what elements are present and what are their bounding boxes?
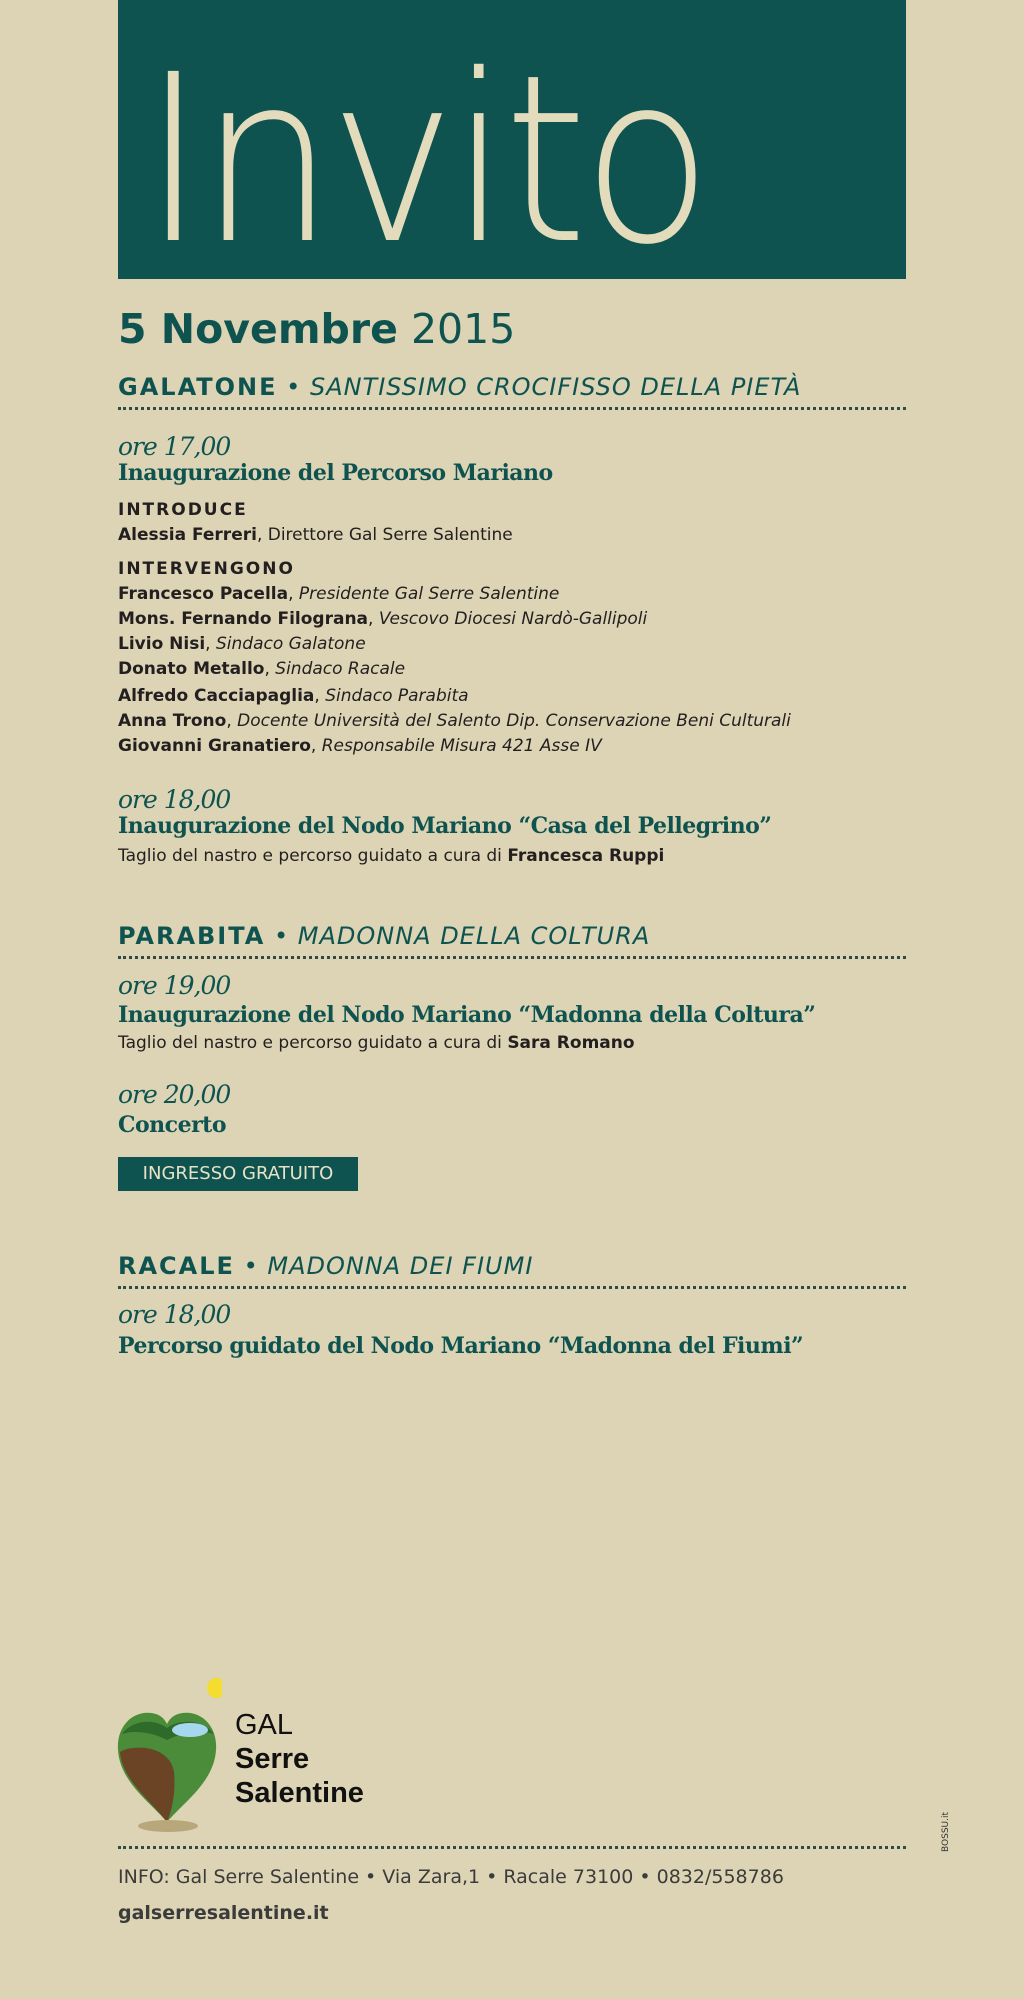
introduce-label: INTRODUCE (118, 500, 248, 520)
speakers-label: INTERVENGONO (118, 559, 295, 579)
person-role: Presidente Gal Serre Salentine (298, 584, 560, 604)
person-name: Anna Trono (118, 711, 227, 731)
logo-line: GAL (235, 1709, 294, 1741)
header-banner (118, 0, 906, 279)
person-name: Giovanni Granatiero (118, 736, 311, 756)
section-town: PARABITA (118, 922, 266, 950)
section-church: MADONNA DEI FIUMI (267, 1252, 534, 1280)
event-title: Inaugurazione del Percorso Mariano (118, 460, 553, 486)
event-time: ore 20,00 (118, 1080, 231, 1109)
speaker-row: Alfredo Cacciapaglia, Sindaco Parabita (118, 686, 469, 706)
person-role: , Direttore Gal Serre Salentine (256, 525, 513, 545)
designer-credit (935, 1762, 961, 1852)
person-role: Sindaco Parabita (325, 686, 469, 706)
section-church: SANTISSIMO CROCIFISSO DELLA PIETÀ (309, 373, 802, 401)
event-time: ore 18,00 (118, 785, 231, 814)
person-name: Alessia Ferreri (118, 525, 257, 545)
logo-line: Serre (235, 1743, 310, 1775)
gal-logo-wordmark (235, 1708, 364, 1810)
person-name: Donato Metallo (118, 659, 265, 679)
section-parabita-heading (118, 922, 906, 959)
speaker-row: Giovanni Granatiero, Responsabile Misura 421 Asse IV (118, 736, 602, 756)
speaker-row: Mons. Fernando Filograna, Vescovo Diocesi Nardò-Gallipoli (118, 609, 648, 629)
speaker-row: Anna Trono, Docente Università del Salento Dip. Conservazione Beni Culturali (118, 711, 791, 731)
event-note (118, 1033, 635, 1053)
gal-heart-logo-icon (112, 1672, 222, 1832)
footer-website-link[interactable]: galserresalentine.it (118, 1902, 329, 1924)
person-name: Livio Nisi (118, 634, 206, 654)
person-role: Docente Università del Salento Dip. Conservazione Beni Culturali (237, 711, 791, 731)
event-time: ore 19,00 (118, 971, 231, 1000)
footer-divider (118, 1846, 906, 1849)
event-title: Inaugurazione del Nodo Mariano “Madonna della Coltura” (118, 1002, 816, 1028)
section-town: GALATONE (118, 373, 278, 401)
person-role: Sindaco Racale (275, 659, 406, 679)
invitation-title: Invito (142, 25, 707, 279)
person-role: Sindaco Galatone (215, 634, 366, 654)
note-text: Taglio del nastro e percorso guidato a cura di (118, 1033, 508, 1053)
section-galatone-heading (118, 373, 906, 410)
section-separator: • (234, 1252, 268, 1280)
section-town: RACALE (118, 1252, 235, 1280)
speaker-row: Donato Metallo, Sindaco Racale (118, 659, 406, 679)
person-name: Mons. Fernando Filograna (118, 609, 369, 629)
free-entry-badge: INGRESSO GRATUITO (118, 1157, 358, 1191)
person-name: Francesco Pacella (118, 584, 289, 604)
note-text: Taglio del nastro e percorso guidato a cura di (118, 846, 508, 866)
section-racale-heading (118, 1252, 906, 1289)
introduce-person (118, 525, 513, 545)
credit-text: BOSSU.it (941, 1811, 951, 1852)
event-title: Percorso guidato del Nodo Mariano “Madonna del Fiumi” (118, 1333, 804, 1359)
event-title: Concerto (118, 1112, 226, 1138)
logo-line: Salentine (235, 1777, 364, 1809)
person-role: Responsabile Misura 421 Asse IV (321, 736, 602, 756)
event-time: ore 18,00 (118, 1300, 231, 1329)
speaker-row: Francesco Pacella, Presidente Gal Serre Salentine (118, 584, 560, 604)
section-separator: • (277, 373, 310, 401)
footer-info: INFO: Gal Serre Salentine • Via Zara,1 • Racale 73100 • 0832/558786 (118, 1866, 784, 1888)
speaker-row: Livio Nisi, Sindaco Galatone (118, 634, 366, 654)
section-separator: • (265, 922, 298, 950)
note-name: Francesca Ruppi (507, 846, 665, 866)
event-time: ore 17,00 (118, 432, 231, 461)
person-role: Vescovo Diocesi Nardò-Gallipoli (378, 609, 648, 629)
event-note (118, 846, 664, 866)
section-church: MADONNA DELLA COLTURA (297, 922, 651, 950)
note-name: Sara Romano (507, 1033, 635, 1053)
date-year: 2015 (410, 305, 516, 353)
date-day-month: 5 Novembre (118, 305, 398, 353)
event-date (118, 305, 515, 353)
person-name: Alfredo Cacciapaglia (118, 686, 315, 706)
event-title: Inaugurazione del Nodo Mariano “Casa del Pellegrino” (118, 813, 772, 839)
